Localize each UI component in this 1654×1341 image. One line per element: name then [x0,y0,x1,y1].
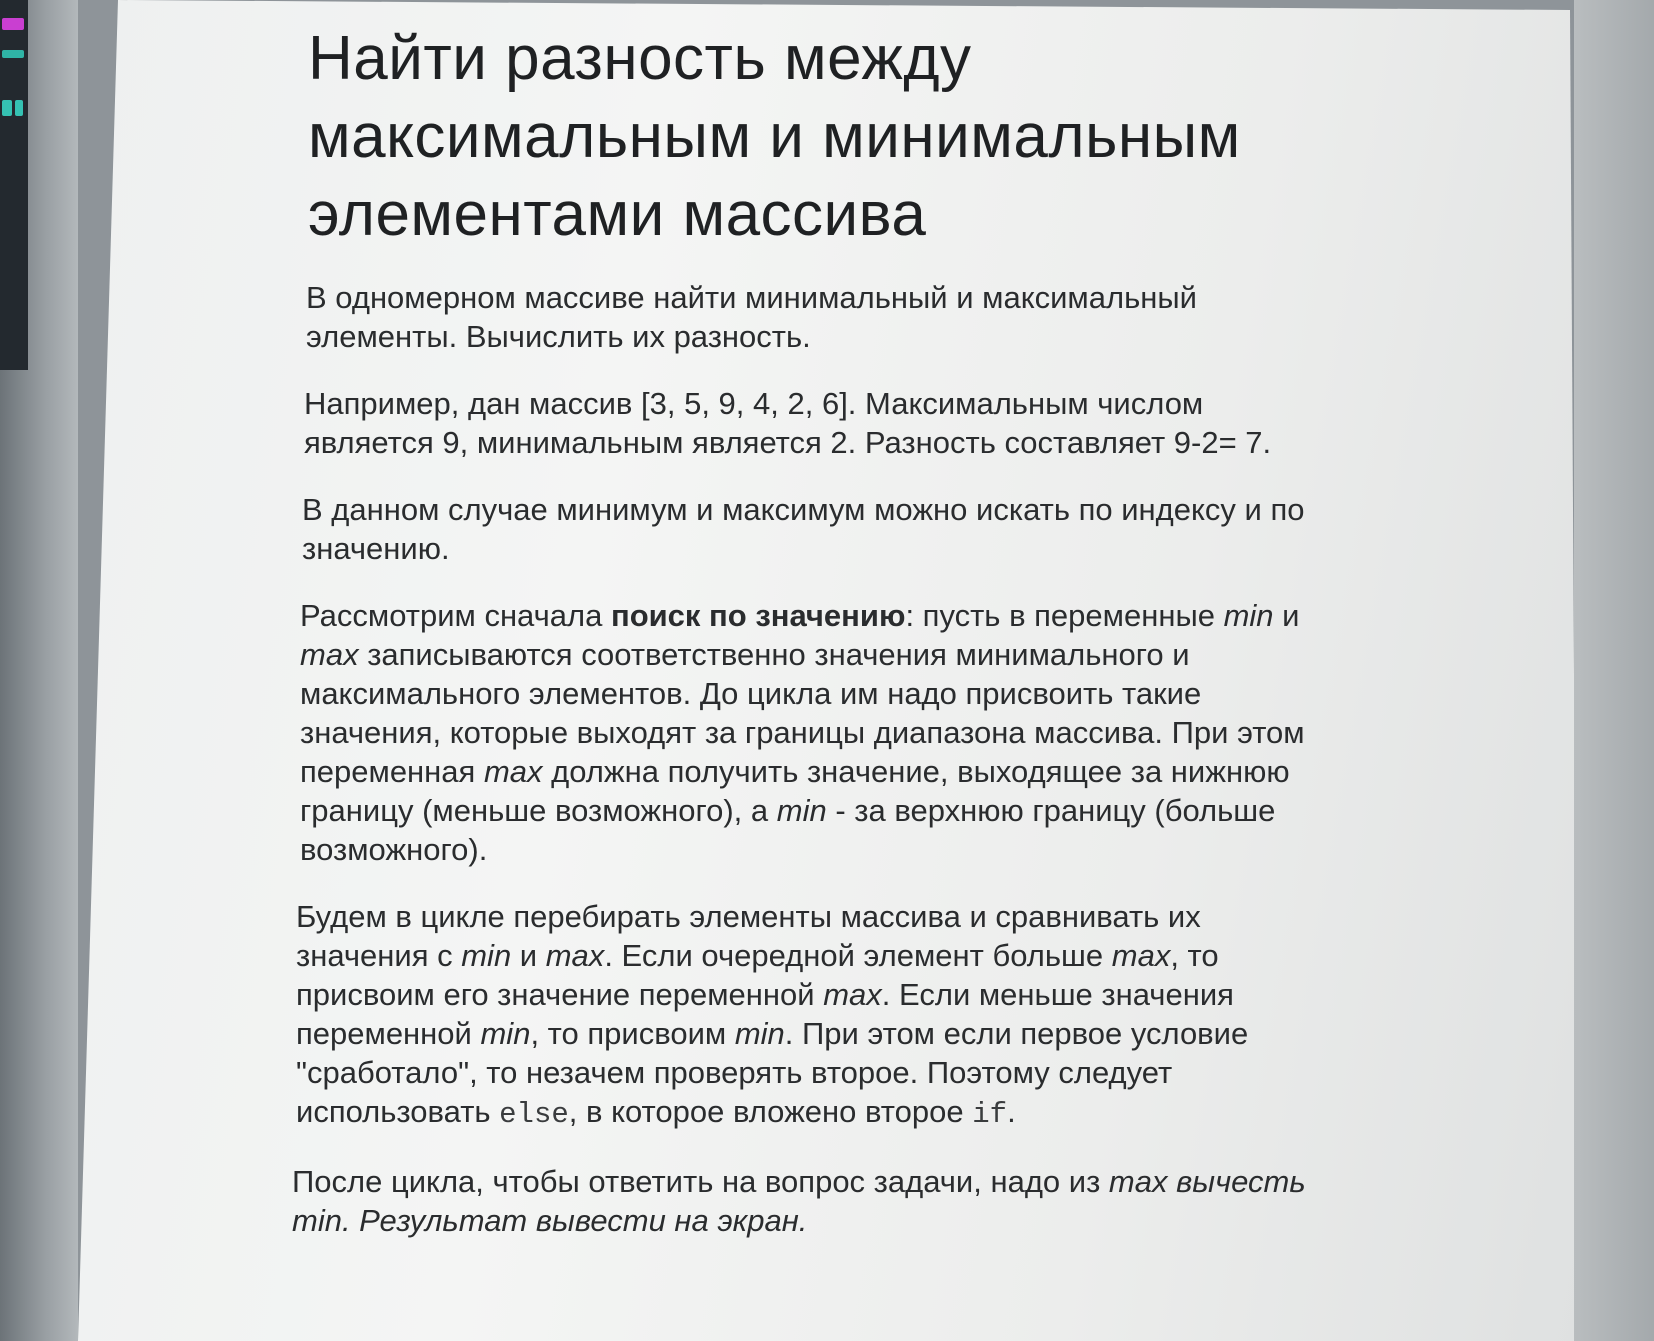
paragraph-task: В одномерном массиве найти минимальный и максимальный элементы. Вычислить их разность. [306,280,1197,354]
background-window-marker [2,50,24,58]
variable-name: max [823,977,882,1012]
background-window-marker [2,100,12,116]
text-run: . Если очередной элемент больше [604,938,1112,973]
italic-phrase: max вычесть min. Результат вывести на экран. [292,1164,1306,1238]
article [292,20,1320,1268]
code-keyword: else [499,1098,569,1131]
text-run: - за верхнюю границу (больше возможного). [300,793,1276,867]
variable-name: max [1111,938,1171,973]
code-keyword: if [972,1098,1008,1131]
background-window-strip [0,0,28,370]
background-window-marker [2,18,24,30]
text-run: . Если меньше значения переменной [296,977,1234,1051]
text-run: должна получить значение, выходящее за нижнюю границу (меньше возможного), а [300,754,1290,828]
paragraph-example: Например, дан массив [3, 5, 9, 4, 2, 6]. Максимальным числом является 9, минимальным является 2. Разность составляет 9-2= 7. [304,386,1272,460]
paragraph-result [292,1162,1320,1240]
variable-name: min [461,938,512,973]
monitor-right-edge [1574,0,1654,1341]
variable-name: min [1223,598,1274,633]
variable-name: max [483,754,543,789]
variable-name: max [545,938,605,973]
variable-name: min [776,793,827,828]
variable-name: max [300,637,359,672]
text-run: , то присвоим [530,1016,735,1051]
variable-name: min [734,1016,785,1051]
text-run: : пусть в переменные [905,598,1224,633]
variable-name: min [480,1016,531,1051]
paragraph-loop [296,897,1320,1134]
paragraph-value-search [300,596,1320,869]
text-run: , то присвоим его значение переменной [296,938,1219,1012]
text-run: Рассмотрим сначала [300,598,611,633]
paragraph-approach: В данном случае минимум и максимум можно искать по индексу и по значению. [302,492,1305,566]
text-run: и [511,938,546,973]
text-run: , в которое вложено второе [568,1094,973,1129]
text-run: Будем в цикле перебирать элементы массива и сравнивать их значения с [296,899,1201,973]
page-title: Найти разность между максимальным и минимальным элементами массива [308,24,1241,249]
text-run: После цикла, чтобы ответить на вопрос задачи, надо из [292,1164,1109,1199]
text-run: записываются соответственно значения минимального и максимального элементов. До цикла им надо присвоить такие значения, которые выходят за границы диапазона массива. При этом переменная [300,637,1305,789]
text-run: . [1007,1094,1016,1129]
monitor-left-edge [0,0,78,1341]
text-run: . При этом если первое условие "сработало", то незачем проверять второе. Поэтому следует использовать [296,1016,1249,1129]
text-run: и [1273,598,1300,633]
background-window-marker [15,100,23,116]
bold-term: поиск по значению [610,598,906,633]
